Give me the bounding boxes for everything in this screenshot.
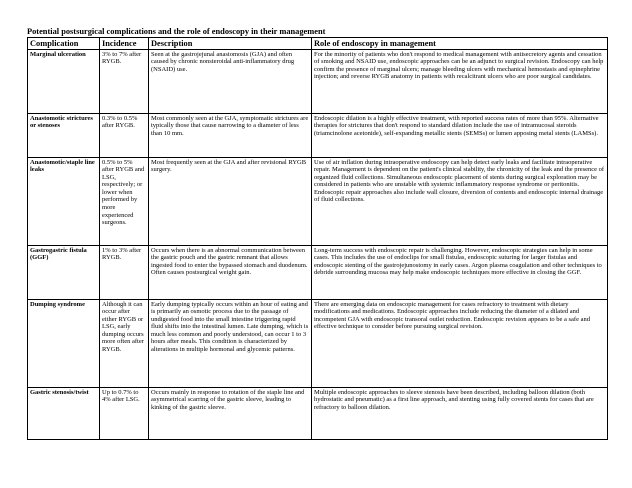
cell-complication: Anastomotic/staple line leaks (28, 157, 100, 245)
cell-description: Seen at the gastrojejunal anastomosis (GJA) and often caused by chronic nonsteroidal anti-inflammatory drug (NSAID) use. (149, 49, 312, 113)
complications-table (27, 37, 608, 440)
cell-role: Long-term success with endoscopic repair is challenging. However, endoscopic strategies can help in some cases. This includes the use of endoclips for small fistulas, endoscopic suturing for larger fistulas and endoscopic stenting of the gastrojejunostomy in early cases. Argon plasma coagulation and other techniques to debride surrounding mucosa may help make endoscopic techniques more effective in closing the GGF. (312, 245, 608, 299)
cell-description: Occurs when there is an abnormal communication between the gastric pouch and the gastric remnant that allows ingested food to enter the bypassed stomach and duodenum. Often causes postsurgical weight gain. (149, 245, 312, 299)
cell-incidence: 3% to 7% after RYGB. (100, 49, 149, 113)
cell-complication: Gastrogastric fistula (GGF) (28, 245, 100, 299)
table-row (28, 387, 608, 439)
cell-role: Multiple endoscopic approaches to sleeve stenosis have been described, including balloon dilation (both hydrostatic and pneumatic) as a first line approach, and stenting using fully covered stents for cases that are refractory to balloon dilation. (312, 387, 608, 439)
cell-complication: Anastomotic strictures or stenoses (28, 113, 100, 157)
table-row (28, 245, 608, 299)
cell-description: Early dumping typically occurs within an hour of eating and is primarily an osmotic process due to the passage of undigested food into the small intestine triggering rapid fluid shifts into the intestinal lumen. Late dumping, which is much less common and poorly understood, can occur 1 to 3 hours after meals. This condition is characterized by alterations in multiple hormonal and glycemic patterns. (149, 299, 312, 387)
cell-role: Use of air inflation during intraoperative endoscopy can help detect early leaks and facilitate intraoperative repair. Management is dependent on the patient's clinical stability, the chronicity of the leak and the presence of organized fluid collections. Simultaneous endoscopic placement of stents during surgical exploration may be considered in patients who are unstable with systemic inflammatory response syndrome or peritonitis. Endoscopic repair approaches also include wall closure, diversion of contents and endoscopic internal drainage of fluid collections. (312, 157, 608, 245)
cell-incidence: Up to 0.7% to 4% after LSG. (100, 387, 149, 439)
cell-role: Endoscopic dilation is a highly effective treatment, with reported success rates of more than 95%. Alternative therapies for strictures that don't respond to standard dilation include the use of intramucosal steroids (triamcinolone acetonide), self-expanding metallic stents (SEMSs) or lumen apposing metal stents (LAMSs). (312, 113, 608, 157)
header-incidence: Incidence (100, 38, 149, 50)
table-row (28, 49, 608, 113)
cell-description: Occurs mainly in response to rotation of the staple line and asymmetrical scarring of the gastric sleeve, leading to kinking of the gastric sleeve. (149, 387, 312, 439)
header-complication: Complication (28, 38, 100, 50)
document-page (27, 27, 607, 440)
cell-incidence: Although it can occur after either RYGB or LSG, early dumping occurs more often after RYGB. (100, 299, 149, 387)
cell-incidence: 0.5% to 5% after RYGB and LSG, respectively; or lower when performed by more experienced surgeons. (100, 157, 149, 245)
cell-incidence: 0.3% to 0.5% after RYGB. (100, 113, 149, 157)
header-role: Role of endoscopy in management (312, 38, 608, 50)
document-title: Potential postsurgical complications and the role of endoscopy in their management (27, 27, 326, 36)
table-row (28, 299, 608, 387)
cell-incidence: 1% to 3% after RYGB. (100, 245, 149, 299)
cell-description: Most commonly seen at the GJA, symptomatic strictures are typically those that cause narrowing to a diameter of less than 10 mm. (149, 113, 312, 157)
table-row (28, 113, 608, 157)
cell-complication: Gastric stenosis/twist (28, 387, 100, 439)
header-description: Description (149, 38, 312, 50)
cell-complication: Marginal ulceration (28, 49, 100, 113)
cell-role: For the minority of patients who don't respond to medical management with antisecretory agents and cessation of smoking and NSAID use, endoscopic approaches can be an adjunct to surgical revision. Endoscopy can help confirm the presence of marginal ulcers; manage bleeding ulcers with mechanical hemostasis and epinephrine injection; and reverse RYGB anatomy in patients with recalcitrant ulcers who are poor surgical candidates. (312, 49, 608, 113)
table-row (28, 157, 608, 245)
cell-complication: Dumping syndrome (28, 299, 100, 387)
table-header-row (28, 38, 608, 50)
cell-role: There are emerging data on endoscopic management for cases refractory to treatment with dietary modifications and medications. Endoscopic approaches include reducing the diameter of a dilated and incompetent GJA with endoscopic transoral outlet reduction. Endoscopic revision appears to be a safe and effective technique to consider before pursuing surgical revision. (312, 299, 608, 387)
cell-description: Most frequently seen at the GJA and after revisional RYGB surgery. (149, 157, 312, 245)
